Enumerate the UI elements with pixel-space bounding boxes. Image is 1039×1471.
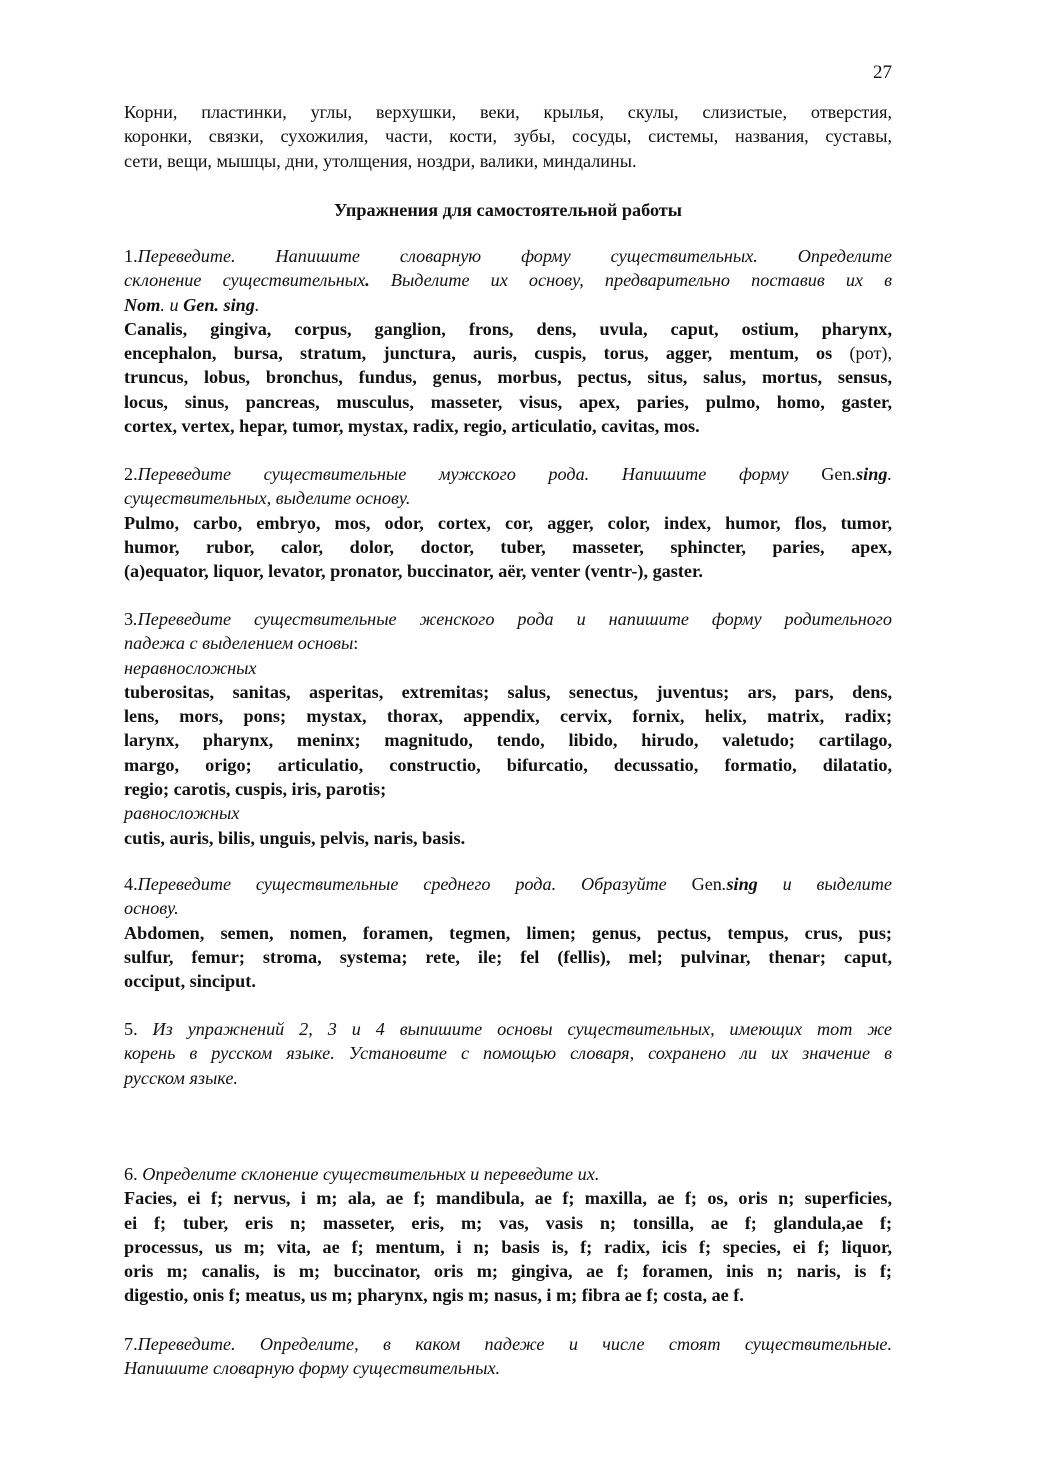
ex2-gen: Gen (821, 464, 852, 484)
ex1-words-line (124, 341, 892, 365)
ex1-instruction-line (124, 268, 892, 292)
ex1-number: 1. (124, 246, 138, 266)
ex2-instr-text: . (851, 464, 857, 484)
exercise-2 (124, 462, 892, 583)
ex6-words-line: Facies, ei f; nervus, i m; ala, ae f; mandibula, ae f; maxilla, ae f; os, oris n; superficies, (124, 1188, 892, 1209)
ex3-subheading: равносложных (124, 803, 240, 824)
ex3-words-line: cutis, auris, bilis, unguis, pelvis, naris, basis. (124, 827, 466, 848)
ex3-instruction-line (124, 631, 892, 655)
ex5-instruction-line: русском языке. (124, 1067, 238, 1088)
ex1-words-line: truncus, lobus, bronchus, fundus, genus, morbus, pectus, situs, salus, mortus, sensus, (124, 367, 892, 388)
ex5-instruction-line (124, 1017, 892, 1041)
ex3-instr-text: падежа с выделением основы (124, 633, 354, 654)
ex3-subheading: неравносложных (124, 657, 257, 678)
ex7-instruction-line (124, 1332, 892, 1356)
exercise-7 (124, 1332, 892, 1381)
ex2-instruction-line: существительных, выделите основу. (124, 488, 411, 509)
ex2-instr-text: . (887, 464, 892, 484)
ex5-number: 5. (124, 1019, 138, 1039)
ex1-instr-text: . и (160, 294, 184, 315)
ex2-sing: sing (856, 464, 888, 484)
ex3-instr-text: .Переведите существительные женского рода и напишите форму родительного (133, 609, 892, 629)
exercise-4 (124, 872, 892, 993)
ex4-words-line: sulfur, femur; stroma, systema; rete, ile; fel (fellis), mel; pulvinar, thenar; caput, (124, 946, 892, 967)
ex1-gen-sing: Gen. sing (183, 294, 255, 315)
ex1-instr-text: склонение существительных (124, 270, 366, 291)
ex6-words-line: oris m; canalis, is m; buccinator, oris m; gingiva, ae f; foramen, inis n; naris, is f; (124, 1261, 892, 1282)
ex1-words-line: cortex, vertex, hepar, tumor, mystax, radix, regio, articulatio, cavitas, mos. (124, 416, 700, 437)
intro-line: Корни, пластинки, углы, верхушки, веки, крылья, скулы, слизистые, отверстия, (124, 102, 892, 122)
ex4-number: 4. (124, 874, 138, 894)
ex5-instruction-line: корень в русском языке. Установите с помощью словаря, сохранено ли их значение в (124, 1043, 892, 1064)
ex1-words-line: locus, sinus, pancreas, musculus, masseter, visus, apex, paries, pulmo, homo, gaster, (124, 391, 892, 412)
section-title-text: Упражнения для самостоятельной работы (334, 200, 682, 220)
ex4-instr-text: и выделите (757, 874, 892, 894)
exercise-3 (124, 607, 892, 850)
ex3-number: 3 (124, 609, 134, 629)
ex3-words-line: larynx, pharynx, meninx; magnitudo, tendo, libido, hirudo, valetudo; cartilago, (124, 730, 892, 751)
ex4-gen: Gen (691, 874, 722, 894)
ex6-words-line: digestio, onis f; meatus, us m; pharynx, ngis m; nasus, i m; fibra ae f; costa, ae f. (124, 1285, 744, 1306)
ex1-words-line: Canalis, gingiva, corpus, ganglion, frons, dens, uvula, caput, ostium, pharynx, (124, 318, 892, 339)
exercise-1 (124, 244, 892, 438)
ex2-number: 2. (124, 464, 138, 484)
intro-line: коронки, связки, сухожилия, части, кости, зубы, сосуды, системы, названия, суставы, (124, 126, 892, 147)
ex2-words-line: Pulmo, carbo, embryo, mos, odor, cortex, cor, agger, color, index, humor, flos, tumor, (124, 512, 892, 533)
ex7-number: 7. (124, 1334, 138, 1354)
ex2-instr-text: Переведите существительные мужского рода. Напишите форму (137, 464, 822, 484)
ex7-instr-text: Переведите. Определите, в каком падеже и числе стоят существительные. (137, 1334, 892, 1354)
ex1-instruction-line (124, 293, 892, 317)
ex3-words-line: regio; carotis, cuspis, iris, parotis; (124, 779, 387, 800)
ex1-os-note: (рот), (832, 343, 892, 364)
ex1-nom: Nom (124, 294, 161, 315)
ex2-words-line: (a)equator, liquor, levator, pronator, buccinator, aёr, venter (ventr-), gaster. (124, 561, 703, 582)
ex7-instruction-line: Напишите словарную форму существительных. (124, 1358, 501, 1379)
ex1-instr-text: . (365, 270, 370, 291)
ex6-words-line: processus, us m; vita, ae f; mentum, i n; basis is, f; radix, icis f; species, ei f; liquor, (124, 1236, 892, 1257)
ex4-words-line: Abdomen, semen, nomen, foramen, tegmen, limen; genus, pectus, tempus, crus, pus; (124, 922, 892, 943)
ex4-instr-text: . (721, 874, 727, 894)
ex3-words-line: margo, origo; articulatio, constructio, bifurcatio, decussatio, formatio, dilatatio, (124, 754, 892, 775)
ex3-instr-text: : (353, 633, 359, 654)
ex1-words-text: encephalon, bursa, stratum, junctura, auris, cuspis, torus, agger, mentum, os (124, 343, 833, 364)
ex2-words-line: humor, rubor, calor, dolor, doctor, tuber, masseter, sphincter, paries, apex, (124, 536, 892, 557)
ex4-words-line: occiput, sinciput. (124, 971, 256, 992)
intro-paragraph (124, 100, 892, 173)
page-number: 27 (873, 62, 892, 83)
ex5-instr-text: Из упражнений 2, 3 и 4 выпишите основы существительных, имеющих тот же (137, 1019, 892, 1039)
ex6-number: 6. (124, 1164, 138, 1184)
ex3-instruction-line (124, 607, 892, 631)
intro-line: сети, вещи, мышцы, дни, утолщения, ноздри, валики, миндалины. (124, 150, 637, 171)
ex1-instr-text: Переведите. Напишите словарную форму существительных. Определите (137, 246, 892, 266)
exercise-5 (124, 1017, 892, 1090)
ex6-instruction-line (124, 1162, 892, 1186)
ex1-instr-text: . (254, 294, 260, 315)
ex4-instruction-line: основу. (124, 898, 179, 919)
ex6-words-line: ei f; tuber, eris n; masseter, eris, m; vas, vasis n; tonsilla, ae f; glandula,ae f; (124, 1212, 892, 1233)
ex4-instr-text: Переведите существительные среднего рода. Образуйте (137, 874, 692, 894)
ex3-words-line: tuberositas, sanitas, asperitas, extremitas; salus, senectus, juventus; ars, pars, dens, (124, 681, 892, 702)
ex4-instruction-line (124, 872, 892, 896)
ex2-instruction-line (124, 462, 892, 486)
section-title (124, 198, 892, 222)
ex6-instr-text: Определите склонение существительных и переведите их. (137, 1164, 600, 1184)
ex1-instr-text: Выделите их основу, предварительно поставив их в (369, 270, 892, 291)
ex3-words-line: lens, mors, pons; mystax, thorax, appendix, cervix, fornix, helix, matrix, radix; (124, 706, 892, 727)
ex1-instruction-line (124, 244, 892, 268)
exercise-6 (124, 1162, 892, 1308)
ex4-sing: sing (726, 874, 758, 894)
